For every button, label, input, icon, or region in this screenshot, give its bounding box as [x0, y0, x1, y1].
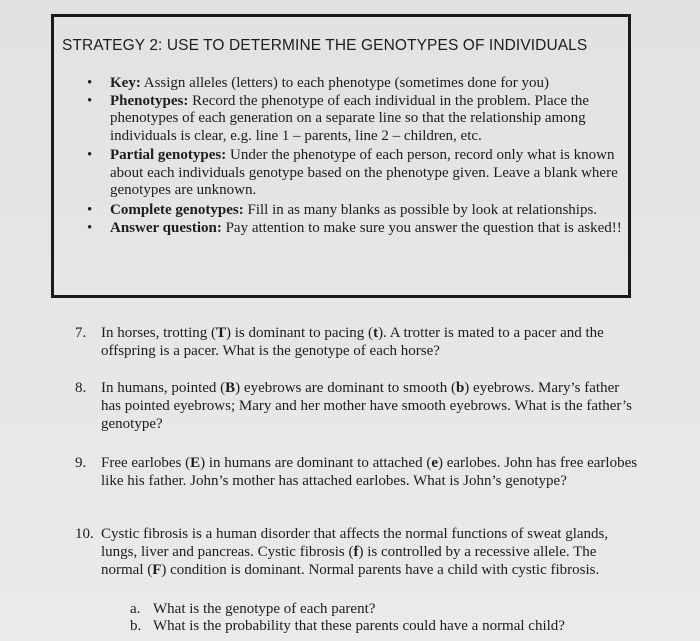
- question-number: 9.: [75, 455, 87, 471]
- bullet-term: Answer question:: [110, 220, 222, 236]
- bullet-dot-icon: •: [87, 92, 93, 109]
- question-number: 7.: [75, 325, 87, 341]
- bullet-text: Fill in as many blanks as possible by look at relationships.: [243, 201, 598, 218]
- bullet-term: Key:: [110, 75, 141, 91]
- question-text: ) condition is dominant. Normal parents have a child with cystic fibrosis.: [161, 562, 600, 578]
- question-text: ) earlobes. John has free earlobes like his father. John’s mother has attached earlobes. What is John’s genotype?: [101, 455, 638, 489]
- bullet-text: Record the phenotype of each individual in the problem. Place the phenotypes of each generation on a separate line so that the relationship among individuals is clear, e.g. line 1 – parents, line 2 – children, etc.: [110, 92, 590, 144]
- bullet-text: Assign alleles (letters) to each phenotype (sometimes done for you): [140, 75, 550, 91]
- subquestion-letter: a.: [130, 601, 141, 617]
- question-text: ) is controlled by a recessive allele. The normal (: [101, 544, 597, 578]
- allele-letter: e: [431, 455, 438, 471]
- question-text: Free earlobes (: [101, 455, 191, 471]
- bullet-term: Complete genotypes:: [110, 201, 244, 218]
- bullet-dot-icon: •: [87, 75, 93, 91]
- bullet-dot-icon: •: [87, 201, 93, 218]
- question-8: [75, 379, 641, 433]
- question-text: In horses, trotting (: [101, 325, 216, 341]
- subquestion-a: [130, 600, 375, 618]
- question-text: ) is dominant to pacing (: [226, 325, 374, 341]
- allele-letter: f: [353, 544, 359, 560]
- bullet-term: Phenotypes:: [110, 92, 189, 109]
- bullet-dot-icon: •: [87, 220, 93, 236]
- allele-letter: B: [225, 380, 236, 396]
- question-text: ) in humans are dominant to attached (: [200, 455, 432, 471]
- allele-letter: F: [152, 562, 162, 578]
- question-text: In humans, pointed (: [101, 380, 226, 396]
- question-number: 10.: [75, 526, 94, 542]
- subquestion-text: What is the probability that these parents could have a normal child?: [153, 618, 565, 634]
- subquestion-text: What is the genotype of each parent?: [153, 601, 376, 617]
- subquestion-letter: b.: [130, 618, 142, 634]
- question-9: [75, 454, 641, 490]
- question-10: [75, 525, 641, 579]
- question-text: Cystic fibrosis is a human disorder that affects the normal functions of sweat glands, lungs, liver and pancreas. Cystic fibrosis (: [101, 526, 609, 560]
- bullet-dot-icon: •: [87, 147, 93, 163]
- question-number: 8.: [75, 380, 87, 396]
- bullet-text: Under the phenotype of each person, record only what is known about each individuals genotype based on the phenotype given. Leave a blank where genotypes are unknown.: [110, 147, 618, 198]
- bullet-text: Pay attention to make sure you answer the question that is asked!!: [221, 220, 622, 236]
- allele-letter: T: [215, 325, 226, 341]
- question-text: ) eyebrows are dominant to smooth (: [235, 380, 456, 396]
- bullet-term: Partial genotypes:: [110, 147, 227, 163]
- strategy-title: STRATEGY 2: USE TO DETERMINE THE GENOTYPES OF INDIVIDUALS: [62, 37, 588, 54]
- subquestion-b: [130, 617, 565, 635]
- question-7: [75, 324, 641, 360]
- allele-letter: t: [373, 325, 379, 341]
- allele-letter: E: [190, 455, 201, 471]
- allele-letter: b: [455, 380, 465, 396]
- question-text: ). A trotter is mated to a pacer and the offspring is a pacer. What is the genotype of each horse?: [101, 325, 604, 359]
- question-text: ) eyebrows. Mary’s father has pointed eyebrows; Mary and her mother have smooth eyebrows. What is the father’s genotype?: [101, 380, 632, 432]
